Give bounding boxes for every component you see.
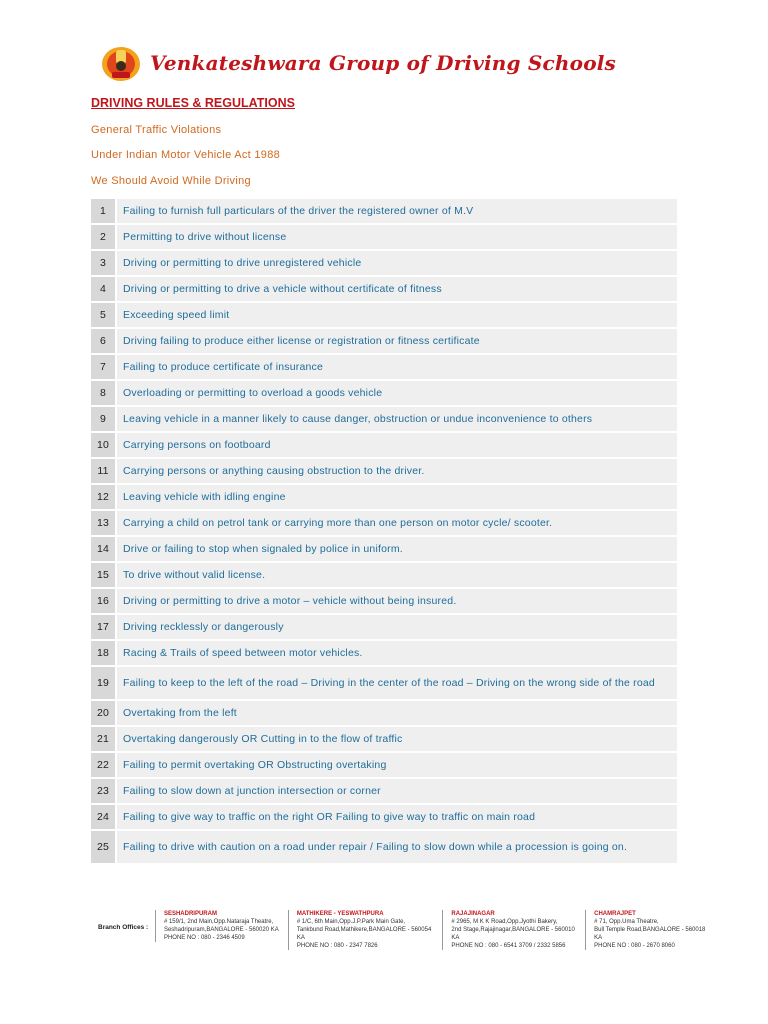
rule-text: Driving or permitting to drive a vehicle without certificate of fitness: [117, 277, 677, 301]
table-row: [91, 381, 677, 405]
branch-address-line: Tankbund Road,Mathikere,BANGALORE - 560054 KA: [296, 927, 432, 941]
rule-text: Overtaking from the left: [117, 701, 677, 725]
table-row: [91, 563, 677, 587]
rule-text: Carrying a child on petrol tank or carrying more than one person on motor cycle/ scooter.: [117, 511, 677, 535]
rule-text: Drive or failing to stop when signaled by police in uniform.: [117, 537, 677, 561]
rule-number: 12: [91, 485, 117, 509]
rule-number: 13: [91, 511, 117, 535]
rule-text: Exceeding speed limit: [117, 303, 677, 327]
table-row: [91, 831, 677, 863]
page-title: DRIVING RULES & REGULATIONS: [91, 96, 295, 110]
rule-number: 18: [91, 641, 117, 665]
rules-table: [91, 197, 677, 865]
branch-address-line: # 71, Opp.Uma Theatre,: [594, 919, 659, 925]
table-row: [91, 329, 677, 353]
table-row: [91, 433, 677, 457]
rule-number: 11: [91, 459, 117, 483]
table-row: [91, 355, 677, 379]
subtitle-1: General Traffic Violations: [91, 124, 222, 136]
rule-number: 2: [91, 225, 117, 249]
rule-number: 21: [91, 727, 117, 751]
rule-number: 1: [91, 199, 117, 223]
table-row: [91, 277, 677, 301]
table-row: [91, 641, 677, 665]
branch-office: [442, 910, 585, 950]
subtitle-2: Under Indian Motor Vehicle Act 1988: [91, 149, 281, 161]
rule-text: Failing to produce certificate of insurance: [117, 355, 677, 379]
table-row: [91, 779, 677, 803]
rule-text: To drive without valid license.: [117, 563, 677, 587]
branch-name: SESHADRIPURAM: [163, 911, 217, 917]
rule-text: Racing & Trails of speed between motor vehicles.: [117, 641, 677, 665]
rule-text: Failing to drive with caution on a road under repair / Failing to slow down while a procession is going on.: [117, 831, 677, 863]
branch-address-line: Seshadripuram,BANGALORE - 560020 KA: [163, 927, 279, 933]
footer-branch-offices: [98, 910, 718, 950]
rule-text: Carrying persons on footboard: [117, 433, 677, 457]
branch-address-line: # 1/C, 6th Main,Opp.J.P.Park Main Gate,: [296, 919, 406, 925]
rule-number: 5: [91, 303, 117, 327]
rule-text: Carrying persons or anything causing obstruction to the driver.: [117, 459, 677, 483]
table-row: [91, 199, 677, 223]
rule-number: 23: [91, 779, 117, 803]
rule-text: Permitting to drive without license: [117, 225, 677, 249]
branch-phone: PHONE NO : 080 - 2347 7826: [296, 943, 378, 949]
table-row: [91, 251, 677, 275]
branch-office: [155, 910, 288, 942]
branch-name: MATHIKERE - YESWATHPURA: [296, 911, 384, 917]
rule-number: 4: [91, 277, 117, 301]
rule-text: Leaving vehicle in a manner likely to cause danger, obstruction or undue inconvenience to others: [117, 407, 677, 431]
table-row: [91, 303, 677, 327]
table-row: [91, 753, 677, 777]
branch-name: CHAMRAJPET: [594, 911, 636, 917]
rule-number: 16: [91, 589, 117, 613]
branch-address-line: 2nd Stage,Rajajinagar,BANGALORE - 560010 KA: [451, 927, 575, 941]
table-row: [91, 537, 677, 561]
branch-name: RAJAJINAGAR: [451, 911, 495, 917]
table-row: [91, 485, 677, 509]
table-row: [91, 701, 677, 725]
rule-text: Leaving vehicle with idling engine: [117, 485, 677, 509]
branch-phone: PHONE NO : 080 - 2670 8060: [594, 943, 675, 949]
header: [100, 44, 616, 82]
rule-number: 7: [91, 355, 117, 379]
table-row: [91, 407, 677, 431]
brand-name: Venkateshwara Group of Driving Schools: [150, 51, 616, 75]
branch-offices-label: Branch Offices :: [98, 924, 149, 931]
table-row: [91, 615, 677, 639]
table-row: [91, 511, 677, 535]
table-row: [91, 589, 677, 613]
rule-text: Overloading or permitting to overload a goods vehicle: [117, 381, 677, 405]
rule-text: Failing to furnish full particulars of the driver the registered owner of M.V: [117, 199, 677, 223]
rule-number: 6: [91, 329, 117, 353]
rule-number: 8: [91, 381, 117, 405]
rule-number: 17: [91, 615, 117, 639]
branch-phone: PHONE NO : 080 - 2346 4509: [163, 935, 245, 941]
rule-number: 14: [91, 537, 117, 561]
branch-address-line: Bull Temple Road,BANGALORE - 560018 KA: [594, 927, 706, 941]
rule-number: 3: [91, 251, 117, 275]
rule-number: 10: [91, 433, 117, 457]
rule-text: Failing to give way to traffic on the right OR Failing to give way to traffic on main road: [117, 805, 677, 829]
rule-text: Failing to keep to the left of the road – Driving in the center of the road – Driving on the wrong side of the road: [117, 667, 677, 699]
rule-text: Failing to permit overtaking OR Obstructing overtaking: [117, 753, 677, 777]
rule-number: 19: [91, 667, 117, 699]
branch-phone: PHONE NO : 080 - 6541 3709 / 2332 5856: [451, 943, 566, 949]
deity-emblem-logo: [100, 44, 142, 82]
branch-address-line: # 159/1, 2nd Main,Opp.Nataraja Theatre,: [163, 919, 274, 925]
table-row: [91, 225, 677, 249]
branch-address-line: # 2965, M K K Road,Opp.Jyothi Bakery,: [451, 919, 558, 925]
rule-number: 15: [91, 563, 117, 587]
rule-number: 9: [91, 407, 117, 431]
branch-office: [288, 910, 443, 950]
rule-text: Driving or permitting to drive unregistered vehicle: [117, 251, 677, 275]
table-row: [91, 459, 677, 483]
subtitle-3: We Should Avoid While Driving: [91, 175, 251, 187]
rule-number: 24: [91, 805, 117, 829]
branch-office: [585, 910, 718, 950]
rule-text: Driving failing to produce either license or registration or fitness certificate: [117, 329, 677, 353]
rule-text: Driving recklessly or dangerously: [117, 615, 677, 639]
rule-number: 22: [91, 753, 117, 777]
table-row: [91, 727, 677, 751]
table-row: [91, 667, 677, 699]
rule-text: Failing to slow down at junction intersection or corner: [117, 779, 677, 803]
rule-text: Driving or permitting to drive a motor – vehicle without being insured.: [117, 589, 677, 613]
rule-number: 25: [91, 831, 117, 863]
rule-number: 20: [91, 701, 117, 725]
rule-text: Overtaking dangerously OR Cutting in to the flow of traffic: [117, 727, 677, 751]
table-row: [91, 805, 677, 829]
